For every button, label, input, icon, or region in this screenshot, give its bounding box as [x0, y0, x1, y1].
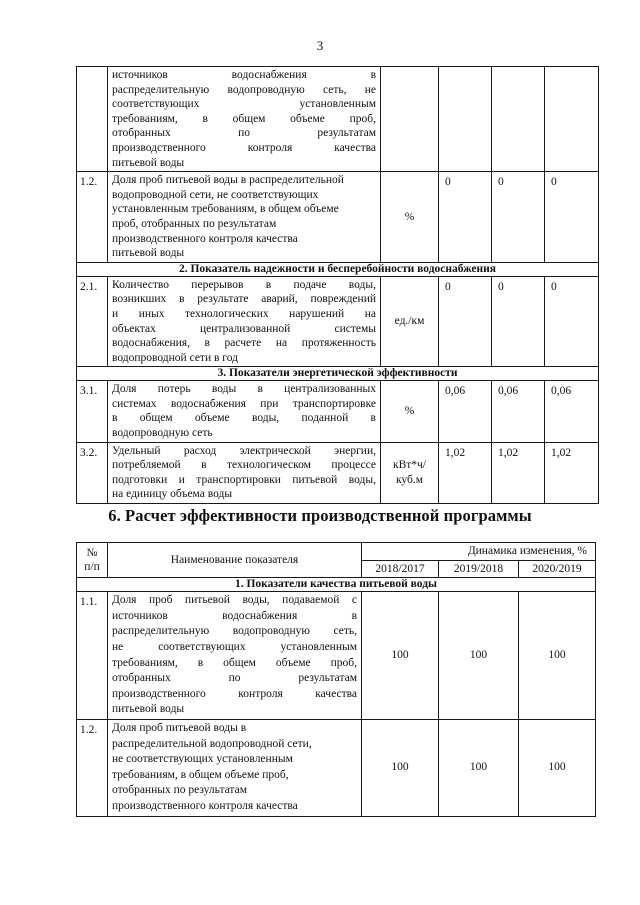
text-line: питьевой воды	[112, 156, 185, 169]
dynamics-header: Динамика изменения, %	[362, 543, 596, 561]
text-line: производственного контроля качества	[112, 141, 376, 154]
row-number: 1.2.	[77, 719, 108, 816]
text-line: распределительной водопроводной сети,	[112, 737, 312, 750]
text-line: отобранных по результатам	[112, 784, 247, 797]
text-line: в общем объеме воды, поданной в	[112, 412, 376, 425]
text-line: проб, отобранных по результатам	[112, 217, 277, 230]
value-cell: 1,02	[545, 442, 599, 503]
text-line: установленным требованиям, в общем объеме	[112, 203, 339, 216]
value-cell: 0,06	[545, 381, 599, 442]
value-cell: 100	[519, 719, 596, 816]
table-row	[77, 381, 599, 442]
indicator-description	[108, 442, 381, 503]
text-line: водоснабжения, в расчете на протяженность	[112, 337, 376, 350]
text-line: производственного контроля качества	[112, 687, 357, 700]
text-line: Удельный расход электрической энергии,	[112, 444, 376, 457]
row-number: 2.1.	[77, 276, 108, 367]
text-line: на единицу объема воды	[112, 488, 233, 501]
table-row	[77, 67, 599, 172]
text-line: Доля потерь воды в централизованных	[112, 383, 376, 396]
text-line: потребляемой в технологическом процессе	[112, 459, 376, 472]
table-row	[77, 442, 599, 503]
value-cell: 100	[519, 592, 596, 720]
unit-cell	[381, 67, 439, 172]
text-line: соответствующих установленным	[112, 98, 376, 111]
value-cell: 0	[545, 276, 599, 367]
text-line: не соответствующих установленным	[112, 640, 357, 653]
value-cell: 1,02	[492, 442, 545, 503]
text-line: водопроводной сети, не соответствующих	[112, 188, 319, 201]
section-row	[77, 367, 599, 381]
number-column-header	[77, 543, 108, 578]
value-cell: 0	[492, 172, 545, 263]
unit-cell: ед./км	[381, 276, 439, 367]
row-number: 3.2.	[77, 442, 108, 503]
text-line: производственного контроля качества	[112, 232, 298, 245]
text-line: отобранных по результатам	[112, 127, 376, 140]
text-line: распределительную водопроводную сеть, не	[112, 83, 376, 96]
year-column-header: 2019/2018	[439, 560, 519, 578]
text-line: питьевой воды	[112, 703, 185, 716]
indicators-table	[76, 66, 599, 504]
table-row	[77, 276, 599, 367]
row-number: 3.1.	[77, 381, 108, 442]
unit-cell: %	[381, 172, 439, 263]
text-line: водопроводной сети в год	[112, 351, 238, 364]
value-cell	[439, 67, 492, 172]
unit-cell	[381, 442, 439, 503]
value-cell	[492, 67, 545, 172]
indicator-description	[108, 276, 381, 367]
row-number: 1.1.	[77, 592, 108, 720]
text-line: не соответствующих установленным	[112, 753, 293, 766]
indicator-description	[108, 719, 362, 816]
value-cell: 0	[439, 276, 492, 367]
indicator-description	[108, 172, 381, 263]
text-line: объектах централизованной системы	[112, 322, 376, 335]
text-line: производственного контроля качества	[112, 799, 298, 812]
text-line: требованиям, в общем объеме проб,	[112, 656, 357, 669]
table-row	[77, 592, 596, 720]
section-title: 3. Показатели энергетической эффективности	[77, 367, 599, 381]
value-cell: 100	[439, 592, 519, 720]
section-row	[77, 262, 599, 276]
text-line: отобранных по результатам	[112, 672, 357, 685]
value-cell: 0	[545, 172, 599, 263]
value-cell: 1,02	[439, 442, 492, 503]
value-cell: 100	[439, 719, 519, 816]
text-line: требованиям, в общем объеме проб,	[112, 112, 376, 125]
row-number-cell	[77, 67, 108, 172]
text-line: Количество перерывов в подаче воды,	[112, 278, 376, 291]
text-line: системах водоснабжения при транспортировке	[112, 397, 376, 410]
indicator-description	[108, 592, 362, 720]
unit-line: кВт*ч/	[392, 459, 426, 472]
row-number: 1.2.	[77, 172, 108, 263]
text-line: Доля проб питьевой воды, подаваемой с	[112, 594, 357, 607]
text-line: Доля проб питьевой воды в	[112, 721, 247, 734]
section-title: 1. Показатели качества питьевой воды	[77, 578, 596, 592]
section-heading: 6. Расчет эффективности производственной программы	[108, 506, 532, 525]
table-row	[77, 719, 596, 816]
value-cell: 100	[362, 719, 439, 816]
unit-line: куб.м	[395, 473, 424, 486]
text-line: и иных технологических нарушений на	[112, 307, 376, 320]
text-line: подготовки и транспортировки питьевой воды,	[112, 473, 376, 486]
text-line: распределительную водопроводную сеть,	[112, 625, 357, 638]
indicator-description	[108, 67, 381, 172]
name-column-header: Наименование показателя	[108, 543, 362, 578]
text-line: водопроводную сеть	[112, 427, 213, 440]
value-cell: 0	[492, 276, 545, 367]
header-text: №	[86, 546, 98, 559]
year-column-header: 2020/2019	[519, 560, 596, 578]
section-title: 2. Показатель надежности и бесперебойности водоснабжения	[77, 262, 599, 276]
efficiency-table	[76, 542, 596, 817]
text-line: возникших в результате аварий, повреждений	[112, 293, 376, 306]
table-row	[77, 172, 599, 263]
header-row	[77, 543, 596, 561]
indicator-description	[108, 381, 381, 442]
text-line: требованиям, в общем объеме проб,	[112, 768, 289, 781]
page-number: 3	[316, 38, 324, 53]
value-cell: 0	[439, 172, 492, 263]
year-column-header: 2018/2017	[362, 560, 439, 578]
unit-cell: %	[381, 381, 439, 442]
value-cell: 0,06	[439, 381, 492, 442]
text-line: источников водоснабжения в	[112, 69, 376, 81]
text-line: питьевой воды	[112, 247, 185, 260]
text-line: источников водоснабжения в	[112, 609, 357, 622]
value-cell	[545, 67, 599, 172]
header-text: п/п	[84, 561, 100, 574]
text-line: Доля проб питьевой воды в распределительной	[112, 174, 344, 187]
value-cell: 100	[362, 592, 439, 720]
section-row	[77, 578, 596, 592]
value-cell: 0,06	[492, 381, 545, 442]
